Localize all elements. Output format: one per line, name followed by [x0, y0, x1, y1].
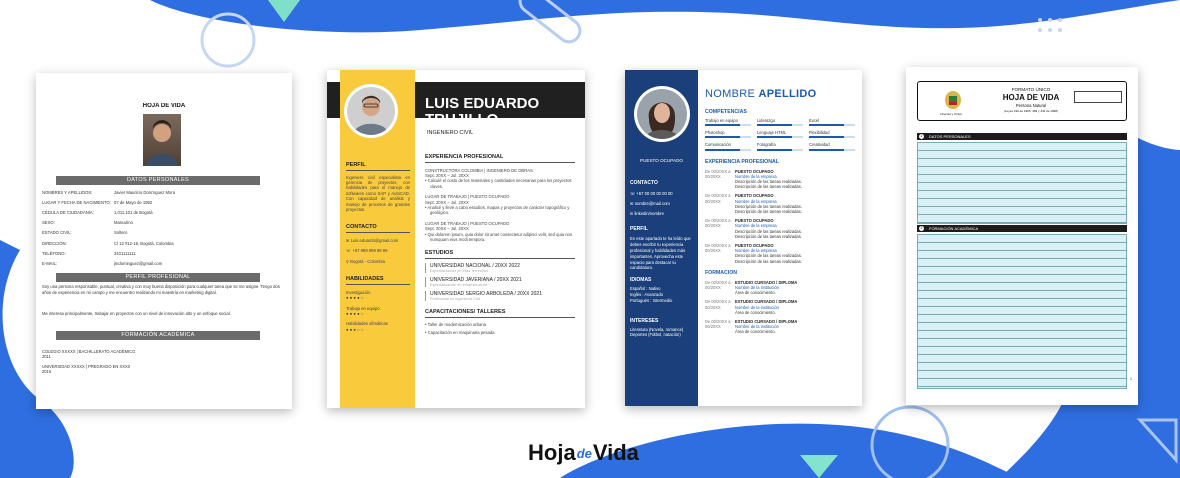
cv3-exp-item [705, 193, 855, 214]
cv3-competencia [705, 142, 751, 150]
cv2-exp-bullet-text: Calculé el costo de los materiales y cantidades necesarias para los proyectos claves. [427, 178, 572, 189]
form-line [918, 378, 1126, 379]
cv2-cap-heading: CAPACITACIONES/ TALLERES [425, 309, 506, 316]
cv3-exp-list [705, 169, 855, 264]
cv3-competencia [705, 130, 751, 138]
cv3-form-inst: Nombre de la institución [735, 304, 779, 310]
cv3-competencia-fill [757, 124, 792, 126]
cv3-exp-desc: Descripción de las tareas realizadas. [735, 184, 802, 190]
cv1-field-label: ESTADO CIVIL: [42, 230, 72, 236]
cv1-photo [143, 114, 181, 166]
cv3-competencia-label: Photoshop [705, 130, 725, 136]
form-line [918, 274, 1126, 275]
cv3-form-area: Área de conocimiento. [735, 309, 776, 315]
cv3-exp-title: PUESTO OCUPADO [735, 218, 774, 224]
cv3-competencia-bar [705, 124, 751, 126]
cv2-role: INGENIERO CIVIL [427, 130, 474, 136]
cv1-field-value: Soltero [114, 230, 128, 236]
cv2-perfil-heading: PERFIL [346, 162, 366, 168]
cv3-form-title: ESTUDIO CURSADO / DIPLOMA [735, 279, 798, 285]
cv3-exp-item [705, 243, 855, 264]
form-line [918, 182, 1126, 183]
cv3-exp-body [735, 169, 855, 190]
form-line [918, 386, 1126, 387]
cv3-contact-email [630, 201, 694, 207]
cv2-study-sub: Profesional en ingeniería Civil [430, 297, 481, 302]
phone-icon: ☏ [630, 191, 637, 196]
dots-deco [1038, 18, 1062, 32]
cv2-exp-bullet: • Calculé el costo de los materiales y cantidades necesarias para los proyectos claves. [425, 178, 572, 189]
cv2-name: LUIS EDUARDO TRUJILLO [425, 95, 540, 128]
cv3-competencia-bar [757, 124, 803, 126]
location-icon: ⚲ [346, 258, 351, 264]
form-line [918, 346, 1126, 347]
cv2-cap-text: Taller de modernización urbana [427, 321, 486, 327]
cv2-skill: Habilidades ofimáticas [346, 321, 388, 327]
cv3-idioma: Español : Nativo [630, 286, 661, 292]
cv2-exp-title: CONSTRUCTORA COLOMBIA | INGENIERO DE OBRAS [425, 167, 533, 173]
form-line [918, 338, 1126, 339]
cv3-form-body [735, 299, 855, 315]
cv2-cap-item: • Taller de modernización urbana [425, 321, 486, 327]
cv1-field-row [36, 248, 292, 258]
cv3-competencia-fill [757, 149, 792, 151]
cv3-idioma: Portugués : Intermedio [630, 297, 673, 303]
form-line [918, 222, 1126, 223]
cv3-perfil-heading: PERFIL [630, 226, 648, 233]
form-line [918, 198, 1126, 199]
cv1-field-label: LUGAR Y FECHA DE NACIMIENTO: [42, 199, 111, 205]
cv2-exp-title: LUGAR DE TRABAJO | PUESTO OCUPADO [425, 194, 510, 200]
cv2-skill-dots: ● ● ● ● ○ [346, 311, 364, 317]
cv3-idiomas-heading: IDIOMAS [630, 277, 652, 284]
mail-icon: ✉ [630, 200, 635, 206]
cv3-competencia-label: Fotografía [757, 142, 776, 148]
cv3-perfil-text: En este apartado te ha leído que debes escribir tu experiencia profesional y habilidades más importantes. Aprovecha este espacio para destacar tu candidatura. [630, 236, 691, 271]
cv2-exp-heading: EXPERIENCIA PROFESIONAL [425, 154, 504, 160]
phone-icon: ☏ [346, 248, 353, 254]
cv2-location: Bogotá - Colombia [350, 258, 385, 264]
cv2-contacto-heading: CONTACTO [346, 224, 377, 231]
form-line [918, 330, 1126, 331]
cv3-competencia-label: Liderazgo [757, 118, 775, 123]
cv4-crest-caption: Libertad y Orden [940, 112, 963, 116]
cv2-study-sub: Especialización en Infraestructura [430, 283, 487, 288]
cv4-title-1: FORMATO ÚNICO [1011, 87, 1051, 92]
cv3-form-title: ESTUDIO CURSADO / DIPLOMA [735, 319, 798, 325]
cv3-exp-title: PUESTO OCUPADO [735, 243, 774, 249]
cv3-competencias-grid [705, 118, 855, 151]
cv-template-classic[interactable] [36, 73, 292, 409]
cv3-competencia-fill [705, 136, 740, 138]
cv3-exp-desc: Descripción de las tareas realizadas. [735, 209, 802, 215]
cv2-photo [344, 84, 398, 138]
cv3-competencia [757, 130, 803, 138]
cv3-competencia-fill [809, 149, 844, 151]
cv3-contact-phone [630, 191, 694, 197]
cv2-main-content [425, 154, 575, 335]
cv1-field-row [36, 207, 292, 217]
cv1-edu-title: UNIVERSIDAD XXXXX | PREGRADO EN XXXX [42, 364, 131, 369]
cv2-contact-email [346, 238, 410, 243]
cv3-form-date: De 00/20XX a 00/20XX [705, 279, 731, 291]
cv2-exp-bullet: • Analicé y llevé a cabo estudios, mapas y proyectos de carácter topográfico y geológico. [425, 205, 570, 216]
cv2-study-item [425, 291, 575, 301]
cv3-competencia-label: Trabajo en equipo [705, 118, 738, 123]
cv3-form-body [735, 319, 855, 335]
cv3-competencia-label: Comunicación [705, 142, 731, 148]
form-line [918, 150, 1126, 151]
cv1-personal-fields [36, 187, 292, 269]
divider [425, 317, 575, 318]
ring-deco-top-left [202, 14, 254, 66]
form-line [918, 266, 1126, 267]
cv2-skill-dots: ● ● ● ● ○ [346, 295, 364, 301]
cv3-form-item [705, 280, 855, 296]
form-line [918, 290, 1126, 291]
cv4-reception-box [1074, 91, 1122, 103]
cv2-study-title: UNIVERSIDAD SERGIO ARBOLEDA / 20XX 2021 [430, 291, 542, 298]
form-line [918, 214, 1126, 215]
cv3-competencia-bar [705, 149, 751, 151]
cv3-main-content [705, 88, 855, 335]
cv4-page-number: 1 [1130, 377, 1132, 381]
cv3-intereses-heading: INTERESES [630, 317, 659, 324]
cv1-field-label: TELÉFONO: [42, 250, 66, 256]
cv1-field-row [36, 187, 292, 197]
cv3-exp-date: De 00/20XX a 00/20XX [705, 193, 731, 204]
cv2-exp-bullet: • Qui dolorem ipsum, quia dolor sit amet consectetur adipisci velit, sed quia non numquam eius modi tempora. [425, 231, 573, 243]
form-line [918, 306, 1126, 307]
cv1-edu-year: 2011 [42, 354, 51, 359]
cv2-contact-location [346, 259, 410, 264]
cv3-form-inst: Nombre de la institución [735, 285, 779, 291]
cv3-exp-heading: EXPERIENCIA PROFESIONAL [705, 158, 779, 165]
cv3-contact-linkedin [630, 211, 694, 217]
cv3-exp-item [705, 169, 855, 190]
cv3-form-item [705, 319, 855, 335]
cv4-academic-box [917, 234, 1127, 389]
cv1-field-value: 1.011.101 de Bogotá [114, 209, 153, 215]
cv3-competencia [809, 118, 855, 126]
cv1-section-profile: PERFIL PROFESIONAL [56, 273, 260, 282]
cv2-exp-date: Sept. 20XX – Jul. 20XX [425, 199, 469, 205]
cv4-num-2: 2 [920, 226, 923, 230]
divider [346, 170, 410, 171]
form-line [918, 190, 1126, 191]
cv2-phone: +57 999 999 99 99 [352, 248, 388, 254]
form-line [918, 174, 1126, 175]
cv3-exp-desc: Descripción de las tareas realizadas. [735, 203, 802, 209]
form-line [918, 258, 1126, 259]
cv3-name-last: APELLIDO [758, 88, 817, 100]
cv2-exp-date: Sept. 20XX – Jul. 20XX [425, 226, 469, 232]
cv1-edu-year: 2016 [42, 369, 52, 374]
cv3-exp-desc: Descripción de las tareas realizadas. [735, 228, 802, 234]
cv3-role: PUESTO OCUPADO [640, 158, 683, 163]
cv2-study-item [425, 263, 575, 273]
cv1-edu-title: COLEGIO XXXXX | BACHILLERATO ACADÉMICO [42, 349, 136, 354]
cv3-form-list [705, 280, 855, 335]
linkedin-icon: in [630, 210, 635, 216]
divider [425, 162, 575, 163]
cv-template-yellow[interactable] [327, 70, 585, 408]
form-line [918, 370, 1126, 371]
form-line [918, 166, 1126, 167]
cv3-competencia-label: Flexibilidad [809, 130, 830, 136]
cv3-competencia-bar [809, 136, 855, 138]
cv4-section-personal [917, 133, 1127, 140]
cv3-form-area: Área de conocimiento. [735, 329, 776, 335]
cv1-field-value: 3101111111 [114, 250, 136, 256]
cv1-edu-2 [42, 364, 130, 374]
cv2-est-list [425, 263, 575, 301]
cv2-est-heading: ESTUDIOS [425, 250, 454, 257]
cv2-study-item [425, 277, 575, 287]
cv1-field-value: Javier Mauricio Dom'nguez Mora [114, 189, 176, 195]
cv3-competencia-bar [757, 149, 803, 151]
cv2-sidebar-content [346, 162, 410, 332]
cv4-title-4: (Leyes 190 de 1995, 489 y 443 de 1998) [1003, 109, 1059, 113]
cv3-competencia [809, 142, 855, 150]
cv3-competencia-fill [705, 149, 740, 151]
form-line [918, 242, 1126, 243]
cv4-num-1: 1 [920, 134, 923, 138]
cv3-exp-desc: Descripción de las tareas realizadas. [735, 258, 802, 264]
cv1-field-value: Masculino [114, 220, 133, 226]
cv3-name [705, 88, 855, 100]
cv3-form-item [705, 299, 855, 315]
cv2-exp-title: LUGAR DE TRABAJO | PUESTO OCUPADO [425, 220, 510, 226]
cv-template-blue[interactable] [625, 70, 862, 406]
cv3-exp-date: De 00/20XX a 00/20XX [705, 243, 731, 254]
cv4-title-2: HOJA DE VIDA [1002, 93, 1060, 102]
form-line [918, 250, 1126, 251]
cv3-form-heading: FORMACIÓN [705, 269, 737, 276]
cv3-exp-desc: Descripción de las tareas realizadas. [735, 179, 802, 185]
cv3-exp-company: Nombre de la empresa [735, 248, 777, 254]
blue-blob-top [150, 0, 1180, 32]
cv2-skill: Investigación [346, 289, 371, 295]
cv3-exp-company: Nombre de la empresa [735, 173, 777, 179]
cv1-section-personal: DATOS PERSONALES [56, 176, 260, 185]
cv1-field-value: Cl 12 #12-18, Bogotá, Colombia [114, 240, 174, 246]
cv3-form-inst: Nombre de la institución [735, 324, 779, 330]
cv1-field-label: SEXO: [42, 220, 55, 226]
cv2-exp-bullet-text: Analicé y llevé a cabo estudios, mapas y proyectos de carácter topográfico y geológico. [427, 205, 570, 216]
cv1-section-academic: FORMACIÓN ACADÉMICA [56, 331, 260, 340]
form-line [918, 314, 1126, 315]
cv3-idioma: Inglés : Avanzado [630, 291, 663, 297]
cv2-perfil-text: Ingeniero civil especialista en gerencia de proyectos, con habilidades para el manejo de softwares como SAP y AutoCAD. Con capacidad de análisis y manejo de procesos de grandes proyectos. [346, 174, 410, 213]
cv3-form-date: De 00/20XX a 00/20XX [705, 319, 731, 330]
cv1-field-row [36, 218, 292, 228]
cv1-profile-p2: Me interesa principalmente, trabajar en proyectos con un nivel de innovación alto y un enfoque social. [42, 311, 231, 316]
cv1-field-value: 07 de Mayo de 1992 [114, 199, 153, 205]
cv3-competencia-label: Excel [809, 118, 820, 123]
cv3-linkedin: linkedin/nombre [634, 210, 664, 216]
cv3-competencia-bar [705, 136, 751, 138]
form-line [918, 158, 1126, 159]
divider [346, 232, 410, 233]
cv3-name-first: NOMBRE [705, 88, 756, 100]
colombia-crest-icon [942, 89, 964, 111]
cv1-title: HOJA DE VIDA [142, 103, 186, 109]
cv2-study-title: UNIVERSIDAD NACIONAL / 20XX 2022 [430, 263, 520, 270]
cv3-form-date: De 00/20XX a 00/20XX [705, 299, 731, 310]
cv3-competencia-fill [705, 124, 740, 126]
cv3-form-body [735, 280, 855, 296]
cv4-personal-box [917, 142, 1127, 224]
cv3-competencia-fill [757, 136, 792, 138]
cv1-edu-1 [42, 349, 135, 359]
cv4-sec2-label: FORMACIÓN ACADÉMICA [929, 226, 979, 231]
logo-text-hoja: Hoja [528, 440, 576, 465]
cv2-cap-item: • Capacitación en maquinaria pesada [425, 330, 495, 336]
cv3-competencia-label: Lenguaje HTML [757, 130, 787, 136]
cv3-sidebar-content [630, 180, 694, 338]
cv3-competencia-bar [809, 124, 855, 126]
cv2-cap-text: Capacitación en maquinaria pesada [427, 330, 495, 336]
cv3-exp-company: Nombre de la empresa [735, 198, 777, 204]
cv2-exp-date: Sept. 20XX – Jul. 20XX [425, 173, 469, 178]
cv3-exp-body [735, 218, 855, 239]
cv4-sec1-label: DATOS PERSONALES [929, 134, 971, 139]
cv2-skill: Trabajo en equipo [346, 305, 380, 311]
cv3-competencia-fill [809, 124, 844, 126]
cv2-habilidades-heading: HABILIDADES [346, 276, 384, 283]
cv3-competencia-bar [757, 136, 803, 138]
cv3-competencia [705, 118, 751, 126]
cv3-phone: +57 00 00 00 00 00 [636, 191, 673, 196]
cv1-profile-p1: Soy una persona responsable, puntual, creativa y con muy buena disposición para cualquier tarea que se me asigne. Tengo dos años de experiencia en mi campo y me encuentro realizando mi maestría en marketing digital. [42, 284, 280, 295]
cv2-exp-bullet-text: Qui dolorem ipsum, quia dolor sit amet consectetur adipisci velit, sed quia non numquam eius modi tempora. [427, 231, 573, 243]
cv2-study-title: UNIVERSIDAD JAVERIANA / 20XX 2021 [430, 277, 522, 284]
logo-text-vida: Vida [592, 440, 639, 465]
cv1-field-label: DIRECCIÓN: [42, 240, 67, 246]
cv3-competencia-bar [809, 149, 855, 151]
cv3-email: nombre@mail.com [634, 200, 670, 206]
cv2-email: Luis.eduardo@gmail.com [350, 238, 399, 244]
cv3-exp-title: PUESTO OCUPADO [735, 168, 774, 174]
cv2-skill-dots: ● ● ● ○ ○ [346, 326, 364, 332]
cv3-exp-body [735, 243, 855, 264]
cv3-intereses-text: Literatura (Novela, romance) Deportes (Fútbol, natación) [630, 326, 684, 338]
form-line [918, 282, 1126, 283]
cv3-exp-desc: Descripción de las tareas realizadas. [735, 253, 802, 259]
cv-template-formato-unico[interactable] [906, 67, 1138, 405]
logo-text-de: de [576, 445, 592, 461]
cv1-field-label: E-MAIL: [42, 260, 58, 266]
cv1-field-row [36, 238, 292, 248]
cv2-study-sub: Especialización en Vías Terrestres [430, 269, 488, 274]
cv3-photo [634, 86, 690, 142]
cv4-title-3: Persona Natural [1015, 103, 1047, 108]
form-line [918, 206, 1126, 207]
cv1-field-label: NOMBRES Y APELLIDOS: [42, 189, 93, 195]
cv3-exp-date: De 00/20XX a 00/20XX [705, 218, 731, 229]
cv1-field-row [36, 258, 292, 268]
cv4-section-academic [917, 225, 1127, 232]
divider [346, 284, 410, 285]
cv3-exp-title: PUESTO OCUPADO [735, 193, 774, 199]
cv3-exp-body [735, 193, 855, 214]
form-line [918, 362, 1126, 363]
cv3-contacto-heading: CONTACTO [630, 180, 658, 186]
cv1-field-row [36, 197, 292, 207]
cv2-contact-phone [346, 248, 410, 253]
cv3-competencia [809, 130, 855, 138]
cv3-competencia-label: Creatividad [809, 142, 830, 148]
cv2-exp-list [425, 168, 575, 243]
cv1-field-value: jmdominguez@gmail.com [114, 260, 163, 266]
form-line [918, 298, 1126, 299]
form-line [918, 322, 1126, 323]
cv3-exp-date: De 00/20XX a 00/20XX [705, 168, 731, 179]
cv1-field-row [36, 228, 292, 238]
form-line [918, 354, 1126, 355]
cv3-competencia [757, 142, 803, 150]
cv3-comp-heading: COMPETENCIAS [705, 109, 747, 115]
cv1-field-label: CÉDULA DE CIUDADANÍA: [42, 209, 94, 215]
cv3-form-title: ESTUDIO CURSADO / DIPLOMA [735, 299, 798, 305]
cv3-exp-item [705, 218, 855, 239]
cv3-competencia-fill [809, 136, 844, 138]
cv3-exp-desc: Descripción de las tareas realizadas. [735, 233, 802, 239]
mail-icon: ✉ [346, 238, 351, 244]
cv3-exp-company: Nombre de la empresa [735, 223, 777, 229]
divider [425, 258, 575, 259]
cv3-form-area: Área de conocimiento. [735, 290, 776, 296]
cv3-competencia [757, 118, 803, 126]
hoja-de-vida-logo[interactable] [528, 440, 639, 466]
